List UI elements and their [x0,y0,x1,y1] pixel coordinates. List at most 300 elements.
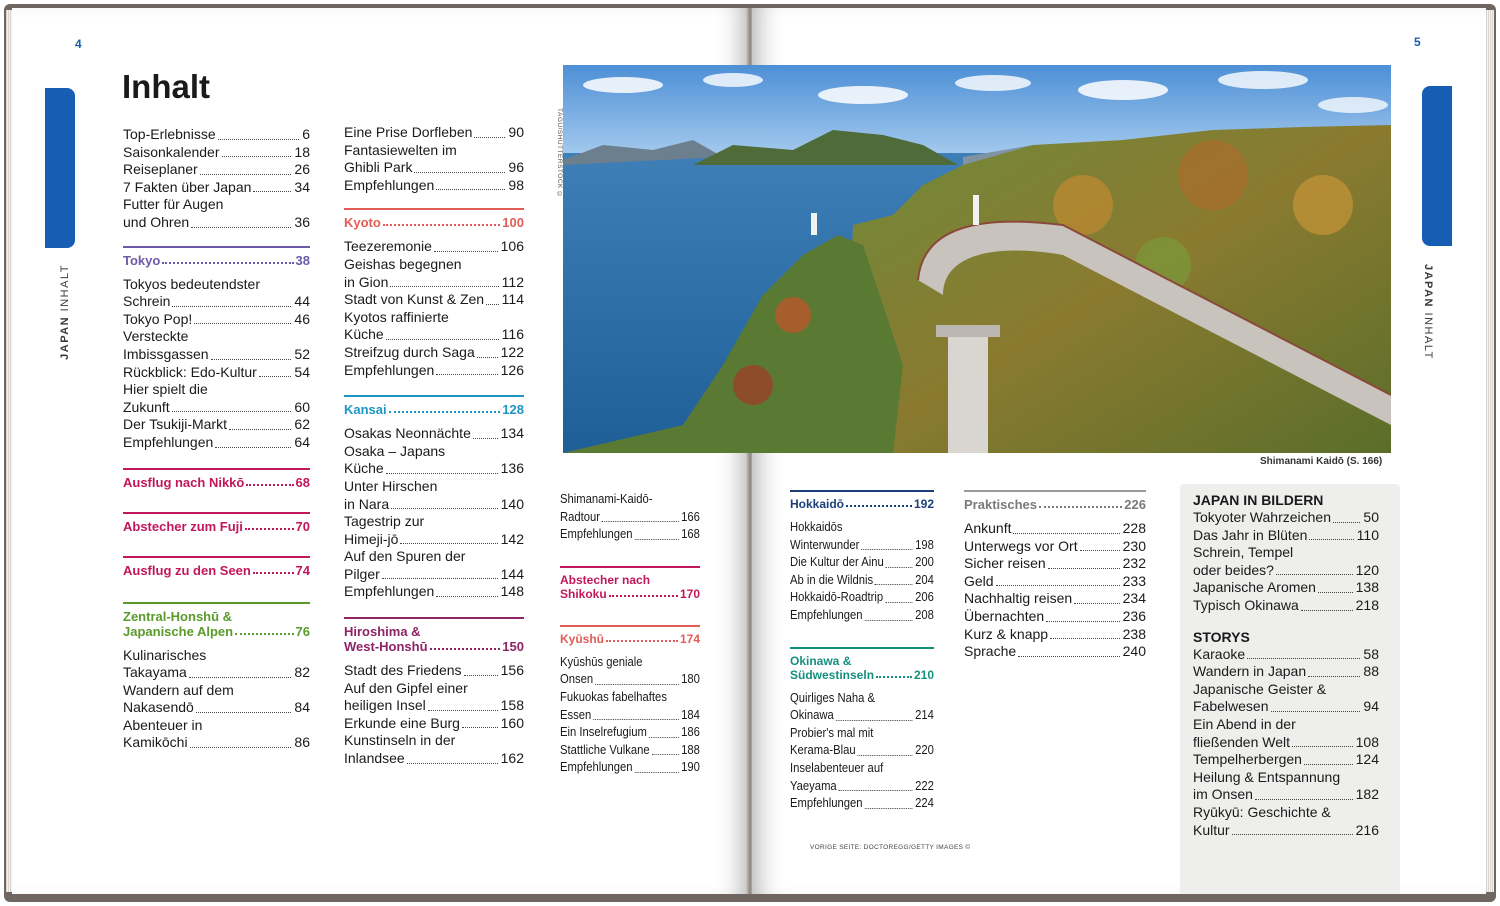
intro-list [123,126,310,232]
toc-leader-dots [407,750,498,764]
toc-leader-dots [215,434,291,448]
toc-leader-dots [1304,751,1353,765]
toc-entry-page: 120 [1355,561,1379,578]
toc-entry-title: heiligen Insel [344,697,426,714]
toc-entry-title: Kultur [1193,821,1230,838]
toc-entry-title: Imbissgassen [123,345,209,362]
toc-entry[interactable] [1193,562,1379,580]
toc-column-2 [344,124,524,782]
toc-entry[interactable] [790,742,934,760]
toc-entry-page: 224 [915,796,934,811]
section-heading-seen[interactable] [123,558,310,578]
toc-entry[interactable] [123,311,310,329]
toc-leader-dots [386,326,499,340]
toc-entry-line[interactable]: Hokkaidōs [790,520,843,534]
toc-entry-page: 240 [1122,643,1146,660]
section-heading-hiroshima-line1[interactable]: Hiroshima & [344,624,421,640]
storys-heading: STORYS [1193,628,1250,645]
toc-entry-title: Empfehlungen [344,361,435,378]
toc-entry[interactable] [1193,786,1379,804]
toc-entry-page: 54 [294,363,310,380]
toc-leader-dots [218,126,300,140]
toc-column-4 [790,490,934,827]
toc-leader-dots [1080,538,1120,552]
toc-entry-page: 52 [294,345,310,362]
toc-entry-line[interactable]: Probier's mal mit [790,725,874,740]
toc-entry-page: 82 [294,664,310,681]
section-page: 210 [913,667,934,682]
section-title: Ausflug nach Nikkō [123,474,245,490]
toc-leader-dots [414,159,505,173]
toc-entry[interactable] [123,346,310,364]
toc-leader-dots [436,177,505,191]
toc-entry-line[interactable]: Tagestrip zur [344,513,425,530]
toc-entry-page: 34 [294,178,310,195]
toc-entry-title: Rückblick: Edo-Kultur [123,363,257,380]
section-heading-okinawa[interactable] [790,668,934,682]
toc-entry-page: 94 [1363,698,1379,715]
toc-entry-title: Saisonkalender [123,143,220,160]
section-page: 226 [1124,497,1146,512]
toc-entry-title: Stadt von Kunst & Zen [344,291,485,308]
toc-entry-line[interactable]: Kulinarisches [123,646,207,663]
toc-entry[interactable] [123,434,310,452]
hiroshima-list [344,662,524,768]
bilder-list [1193,509,1379,615]
section-page: 174 [679,631,700,646]
honshu-section [123,604,310,753]
toc-entry[interactable] [964,555,1146,573]
toc-entry-title: Empfehlungen [790,607,863,622]
toc-leader-dots [200,161,292,175]
toc-entry[interactable] [344,238,524,256]
toc-entry-line[interactable]: Inselabenteuer auf [790,760,884,775]
toc-entry[interactable] [123,179,310,197]
toc-entry-page: 216 [1355,821,1379,838]
toc-entry[interactable] [123,214,310,232]
toc-entry[interactable] [790,795,934,813]
toc-entry[interactable] [344,344,524,362]
toc-entry-title: Tokyo Pop! [123,310,193,327]
photo-shimanami-kaido [563,65,1391,453]
toc-entry-title: Yaeyama [790,778,837,793]
toc-leader-dots [229,416,291,430]
toc-entry-line[interactable]: Heilung & Entspannung [1193,768,1341,785]
toc-entry[interactable] [123,161,310,179]
toc-leader-dots [462,715,498,729]
section-page: 150 [502,639,524,655]
intro-section [123,126,310,232]
toc-entry[interactable] [123,416,310,434]
kyushu-list [560,654,700,777]
toc-entry[interactable] [790,778,934,796]
photo-credit: TAGU/SHUTTERSTOCK © [556,108,563,199]
toc-entry-page: 168 [681,527,700,542]
toc-entry-page: 184 [681,707,700,722]
toc-leader-dots [602,509,679,523]
toc-entry[interactable] [344,750,524,768]
toc-entry-line[interactable]: Auf den Spuren der [344,548,466,565]
toc-entry-page: 158 [500,697,524,714]
section-heading-okinawa-line1[interactable]: Okinawa & [790,653,852,668]
toc-entry-page: 134 [500,425,524,442]
toc-entry[interactable] [1193,646,1379,664]
tokyo-section [123,248,310,452]
side-label-light: INHALT [59,264,71,312]
toc-entry[interactable] [964,590,1146,608]
toc-entry-line[interactable]: Ein Abend in der [1193,715,1296,732]
toc-entry-title: Empfehlungen [790,796,863,811]
toc-entry-page: 188 [681,742,700,757]
section-heading-hiroshima[interactable] [344,639,524,654]
toc-entry-page: 44 [294,293,310,310]
toc-entry-title: Tempelherbergen [1193,751,1302,768]
toc-entry-title: Pilger [344,565,380,582]
toc-entry[interactable] [560,707,700,725]
toc-entry-line[interactable]: Kyotos raffinierte [344,308,449,325]
toc-entry-page: 86 [294,734,310,751]
toc-entry-title: Sicher reisen [964,555,1046,572]
toc-entry[interactable] [1193,822,1379,840]
storys-list [1193,646,1379,840]
toc-entry-title: Radtour [560,509,601,524]
toc-entry[interactable] [560,509,700,527]
toc-entry-line[interactable]: Shimanami-Kaidō- [560,492,653,506]
toc-entry-title: Zukunft [123,398,170,415]
toc-entry[interactable] [344,159,524,177]
toc-entry-title: Das Jahr in Blüten [1193,526,1308,543]
hokkaido-section [790,492,934,625]
toc-entry-page: 186 [681,725,700,740]
toc-entry-line[interactable]: Hier spielt die [123,381,208,398]
toc-entry[interactable] [344,715,524,733]
toc-entry[interactable] [1193,663,1379,681]
section-page: 170 [679,586,700,601]
toc-leader-dots [857,742,912,756]
intro2-list [344,124,524,194]
toc-entry-page: 96 [508,159,524,176]
page-edges-right [1486,10,1494,892]
previous-page-credit: VORIGE SEITE: DOCTOREGG/GETTY IMAGES © [810,844,971,851]
toc-entry-line[interactable]: Kunstinseln in der [344,732,456,749]
section-heading-hokkaido[interactable] [790,492,934,511]
toc-entry[interactable] [344,291,524,309]
toc-entry[interactable] [964,626,1146,644]
toc-entry-page: 204 [915,572,934,587]
toc-entry[interactable] [344,531,524,549]
toc-entry[interactable] [123,293,310,311]
toc-entry[interactable] [1193,579,1379,597]
toc-entry[interactable] [560,671,700,689]
toc-entry-line[interactable]: Futter für Augen [123,196,224,213]
toc-leader-dots [651,742,678,756]
section-heading-fuji[interactable] [123,514,310,534]
toc-leader-dots [649,724,679,738]
toc-leader-dots [473,425,498,439]
section-title: West-Honshū [344,639,428,655]
toc-entry-title: Der Tsukiji-Markt [123,416,227,433]
toc-entry[interactable] [344,274,524,292]
toc-entry-title: Reiseplaner [123,161,198,178]
toc-entry[interactable] [344,362,524,380]
section-page: 38 [295,252,310,268]
section-heading-kansai[interactable] [344,397,524,417]
toc-entry[interactable] [344,697,524,715]
toc-entry-page: 206 [915,590,934,605]
toc-entry-title: Fabelwesen [1193,698,1269,715]
toc-entry-title: in Nara [344,495,390,512]
features-box-content [1193,492,1379,839]
section-heading-honshu-line1[interactable]: Zentral-Honshū & [123,608,233,624]
toc-entry-line[interactable]: Fantasiewelten im [344,141,457,158]
toc-entry-title: Ankunft [964,520,1012,536]
toc-entry-page: 36 [294,213,310,230]
toc-leader-dots [434,238,498,252]
toc-entry[interactable] [964,608,1146,626]
toc-entry-title: Ghibli Park [344,159,413,176]
toc-leader-dots [391,496,498,510]
toc-entry-title: Nachhaltig reisen [964,590,1073,607]
section-title: Kyoto [344,215,381,231]
toc-leader-dots [436,362,497,376]
toc-entry-line[interactable]: Ryūkyū: Geschichte & [1193,803,1331,820]
toc-leader-dots [864,795,912,809]
intro3-section [560,491,700,544]
toc-entry-title: Typisch Okinawa [1193,596,1299,613]
toc-entry-title: Essen [560,707,592,722]
toc-entry[interactable] [1193,597,1379,615]
toc-entry[interactable] [964,573,1146,591]
toc-leader-dots [1271,698,1361,712]
toc-entry-title: Karaoke [1193,645,1246,662]
toc-entry-line[interactable]: Auf den Gipfel einer [344,679,468,696]
toc-entry[interactable] [344,326,524,344]
toc-leader-dots [400,531,497,545]
toc-entry-title: Osakas Neonnächte [344,425,471,442]
toc-leader-dots [839,778,913,792]
toc-entry[interactable] [123,664,310,682]
toc-entry-page: 230 [1122,537,1146,554]
toc-entry-title: Eine Prise Dorfleben [344,124,473,140]
toc-entry-page: 162 [500,750,524,767]
toc-entry[interactable] [790,554,934,572]
hiroshima-section [344,619,524,768]
toc-entry-line[interactable]: Abenteuer in [123,716,203,733]
section-heading-praktisches[interactable] [964,492,1146,512]
toc-entry[interactable] [123,734,310,752]
toc-entry[interactable] [790,589,934,607]
section-page: 76 [295,623,310,639]
toc-entry-title: Sprache [964,643,1017,660]
toc-entry-line[interactable]: Osaka – Japans [344,442,446,459]
section-title: Südwestinseln [790,667,875,682]
toc-entry[interactable] [964,643,1146,661]
toc-entry-title: Top-Erlebnisse [123,126,216,142]
toc-leader-dots [875,572,912,586]
toc-entry-title: Küche [344,460,384,477]
toc-entry[interactable] [790,572,934,590]
toc-entry-page: 138 [1355,579,1379,596]
toc-entry-page: 182 [1355,786,1379,803]
tokyo-list [123,276,310,452]
toc-entry-line[interactable]: Quirliges Naha & [790,690,876,705]
kansai-section [344,397,524,601]
intro2-section [344,124,524,194]
toc-leader-dots [1074,590,1119,604]
toc-entry-title: Küche [344,326,384,343]
toc-entry[interactable] [123,144,310,162]
praktisches-section [964,492,1146,661]
toc-entry-title: Winterwunder [790,537,860,552]
toc-entry-page: 136 [500,460,524,477]
toc-entry-line[interactable]: Wandern auf dem [123,681,234,698]
toc-entry-title: und Ohren [123,213,190,230]
section-heading-kyushu[interactable] [560,627,700,646]
toc-entry[interactable] [123,126,310,144]
toc-entry[interactable] [790,707,934,725]
section-title: Tokyo [123,252,161,268]
side-label-bold: JAPAN [1422,264,1434,308]
toc-leader-dots [477,344,498,358]
section-heading-honshu[interactable] [123,624,310,639]
toc-entry-page: 106 [500,238,524,255]
toc-entry[interactable] [1193,751,1379,769]
toc-entry-title: Japanische Aromen [1193,579,1316,596]
toc-entry[interactable] [964,538,1146,556]
praktisches-list [964,520,1146,661]
toc-entry-title: Kamikōchi [123,734,188,751]
toc-leader-dots [382,566,498,580]
toc-entry-line[interactable]: Japanische Geister & [1193,680,1327,697]
toc-entry-line[interactable]: Versteckte [123,328,189,345]
toc-entry[interactable] [344,177,524,195]
section-heading-nikko[interactable] [123,470,310,490]
section-heading-shikoku[interactable] [560,587,700,601]
toc-leader-dots [190,734,292,748]
toc-leader-dots [595,671,678,685]
toc-leader-dots [211,346,292,360]
toc-entry[interactable] [790,607,934,625]
toc-entry[interactable] [344,583,524,601]
toc-entry-page: 110 [1356,526,1379,543]
toc-leader-dots [1333,509,1360,523]
section-heading-tokyo[interactable] [123,248,310,268]
toc-leader-dots [189,664,292,678]
section-title: Japanische Alpen [123,623,234,639]
side-label-right [1422,264,1434,360]
section-page: 70 [295,518,310,534]
nikko-section [123,470,310,490]
toc-entry[interactable] [344,566,524,584]
toc-leader-dots [1255,786,1353,800]
toc-entry-title: oder beides? [1193,561,1274,578]
toc-entry-page: 46 [294,310,310,327]
toc-entry-page: 26 [294,161,310,178]
toc-leader-dots [886,554,913,568]
section-page: 74 [295,562,310,578]
toc-entry[interactable] [1193,509,1379,527]
toc-entry[interactable] [964,520,1146,538]
toc-entry-line[interactable]: Kyūshūs geniale [560,654,643,669]
toc-entry-title: Streifzug durch Saga [344,343,475,360]
toc-entry-line[interactable]: Unter Hirschen [344,477,438,494]
toc-entry-line[interactable]: Tokyos bedeutendster [123,275,260,292]
toc-entry[interactable] [344,496,524,514]
toc-entry-line[interactable]: Schrein, Tempel [1193,544,1294,561]
toc-leader-dots [1232,822,1353,836]
toc-entry-title: Takayama [123,664,187,681]
toc-entry-line[interactable]: Geishas begegnen [344,255,462,272]
page-number-right: 5 [1414,35,1421,49]
kyoto-list [344,238,524,379]
section-title: Ausflug zu den Seen [123,562,251,578]
toc-leader-dots [861,537,912,551]
toc-entry-title: Erkunde eine Burg [344,714,460,731]
toc-entry[interactable] [123,399,310,417]
toc-entry-page: 214 [915,708,934,723]
section-title: Kansai [344,402,387,418]
toc-entry-page: 124 [1355,751,1379,768]
toc-entry-title: Nakasendō [123,699,194,716]
toc-entry-page: 208 [915,607,934,622]
toc-leader-dots [1013,520,1119,534]
toc-entry[interactable] [344,662,524,680]
side-label-left [59,264,71,360]
toc-entry[interactable] [1193,734,1379,752]
toc-entry-title: Kerama-Blau [790,743,856,758]
toc-entry-page: 190 [681,760,700,775]
toc-entry[interactable] [560,759,700,777]
toc-entry-title: in Gion [344,273,389,290]
toc-entry-page: 62 [294,416,310,433]
toc-entry[interactable] [560,526,700,544]
toc-entry[interactable] [560,742,700,760]
toc-entry-page: 60 [294,398,310,415]
toc-entry-title: Empfehlungen [123,433,214,450]
toc-entry[interactable] [1193,527,1379,545]
toc-leader-dots [1276,562,1353,576]
okinawa-section [790,649,934,813]
toc-leader-dots [593,707,678,721]
section-heading-shikoku-line1[interactable]: Abstecher nach [560,572,651,587]
toc-entry[interactable] [560,724,700,742]
toc-entry[interactable] [123,699,310,717]
toc-entry[interactable] [1193,698,1379,716]
toc-entry-page: 180 [681,672,700,687]
toc-entry[interactable] [123,364,310,382]
toc-entry-page: 156 [500,662,524,679]
toc-entry[interactable] [344,425,524,443]
fuji-section [123,514,310,534]
toc-entry[interactable] [344,460,524,478]
toc-entry-page: 88 [1363,663,1379,680]
toc-entry[interactable] [344,124,524,142]
toc-entry-title: Okinawa [790,708,834,723]
toc-leader-dots [196,699,292,713]
toc-entry-title: Ein Inselrefugium [560,725,647,740]
toc-entry-line[interactable]: Fukuokas fabelhaftes [560,689,667,704]
toc-entry-title: Inlandsee [344,750,405,767]
section-heading-kyoto[interactable] [344,210,524,230]
section-tab-left [45,88,75,248]
toc-entry-title: Ab in die Wildnis [790,572,874,587]
toc-leader-dots [474,124,505,138]
toc-entry-title: Wandern in Japan [1193,663,1307,680]
toc-leader-dots [836,707,913,721]
toc-entry[interactable] [790,537,934,555]
page-number-left: 4 [75,37,82,51]
toc-entry-page: 116 [501,326,524,343]
